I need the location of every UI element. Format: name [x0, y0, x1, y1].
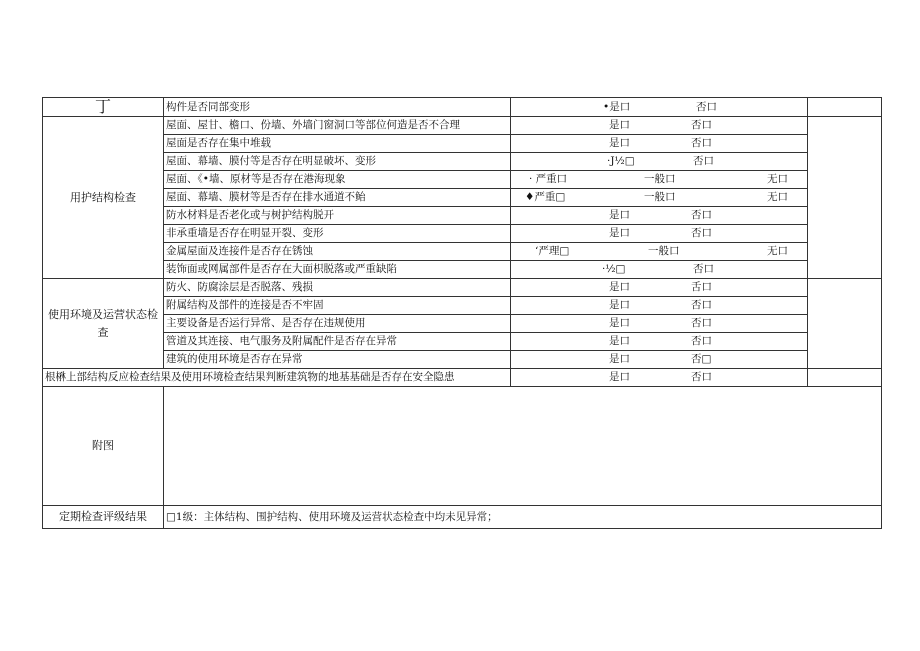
option-checkbox[interactable]: 是口	[609, 137, 630, 149]
option-checkbox[interactable]: 否口	[691, 137, 712, 149]
option-group	[511, 135, 807, 152]
table-row	[43, 207, 882, 225]
option-group	[511, 333, 807, 350]
category-marker: 丁	[43, 98, 164, 117]
table-row	[43, 243, 882, 261]
option-checkbox[interactable]: ‘严理□	[535, 245, 570, 257]
category-environment: 使用环境及运营状态检查	[43, 279, 164, 369]
check-options[interactable]	[511, 297, 808, 315]
remarks-cell	[808, 279, 882, 369]
inspection-table	[42, 97, 882, 529]
option-checkbox[interactable]: 否口	[691, 209, 712, 221]
option-checkbox[interactable]: 是口	[609, 209, 630, 221]
check-item: 建筑的使用环境是否存在异常	[164, 351, 511, 369]
table-row	[43, 333, 882, 351]
table-row	[43, 369, 882, 387]
remarks-cell	[808, 117, 882, 279]
option-group	[511, 261, 807, 278]
check-item: 屋面、《•墙、原材等是否存在港海现象	[164, 171, 511, 189]
table-row	[43, 135, 882, 153]
option-checkbox[interactable]: 无口	[767, 245, 788, 257]
option-checkbox[interactable]: 是口	[609, 353, 630, 365]
table-row	[43, 261, 882, 279]
table-row	[43, 225, 882, 243]
option-group	[511, 207, 807, 224]
option-group	[511, 315, 807, 332]
table-row	[43, 171, 882, 189]
inspection-sheet	[42, 97, 881, 529]
option-checkbox[interactable]: 是口	[609, 281, 630, 293]
option-checkbox[interactable]: 是口	[609, 371, 630, 383]
table-row	[43, 297, 882, 315]
option-checkbox[interactable]: ·½□	[602, 263, 626, 275]
option-checkbox[interactable]: 是口	[609, 119, 630, 131]
check-options[interactable]	[511, 243, 808, 261]
option-checkbox[interactable]: · 严重口	[529, 173, 568, 185]
option-checkbox[interactable]: 否口	[696, 100, 717, 113]
check-options[interactable]	[511, 135, 808, 153]
check-item: 屋面、幕墙、膜付等是否存在明显破坏、变形	[164, 153, 511, 171]
option-checkbox[interactable]: 否口	[691, 119, 712, 131]
check-options[interactable]	[511, 98, 808, 117]
check-options[interactable]	[511, 351, 808, 369]
option-group	[511, 279, 807, 296]
option-checkbox[interactable]: 一般口	[644, 191, 676, 203]
check-item: 屋面、幕墙、膜材等是否存在排水通道不鲐	[164, 189, 511, 207]
table-row	[43, 387, 882, 506]
check-item: 非承重墙是否存在明显开裂、变形	[164, 225, 511, 243]
category-enclosure: 用护结构检查	[43, 117, 164, 279]
option-group	[511, 351, 807, 368]
table-row	[43, 117, 882, 135]
check-item: 防火、防腐涂层是否脱落、残损	[164, 279, 511, 297]
option-checkbox[interactable]: 是口	[609, 335, 630, 347]
option-checkbox[interactable]: 无口	[767, 191, 788, 203]
table-row	[43, 506, 882, 529]
foundation-options[interactable]	[511, 369, 808, 387]
option-checkbox[interactable]: 否口	[693, 155, 714, 167]
option-checkbox[interactable]: 否口	[691, 227, 712, 239]
table-row	[43, 153, 882, 171]
option-group	[511, 153, 807, 170]
option-checkbox[interactable]: 是口	[609, 317, 630, 329]
check-options[interactable]	[511, 171, 808, 189]
attachment-area	[164, 387, 882, 506]
option-checkbox[interactable]: 否口	[691, 335, 712, 347]
option-checkbox[interactable]: 否□	[691, 353, 712, 365]
option-checkbox[interactable]: 否口	[693, 263, 714, 275]
check-options[interactable]	[511, 189, 808, 207]
option-checkbox[interactable]: ·J½□	[607, 155, 635, 167]
option-checkbox[interactable]: 一般口	[648, 245, 680, 257]
check-options[interactable]	[511, 153, 808, 171]
foundation-item: 根楙上部结构反应检查结果及使用环境检查结果判断建筑物的地基基础是否存在安全隐患	[43, 369, 511, 387]
option-group	[511, 189, 807, 206]
table-row	[43, 279, 882, 297]
check-item: 管道及其连接、电气服务及附属配件是否存在异常	[164, 333, 511, 351]
remarks-cell	[808, 369, 882, 387]
attachment-label: 附图	[43, 387, 164, 506]
option-checkbox[interactable]: 是口	[609, 227, 630, 239]
check-options[interactable]	[511, 117, 808, 135]
check-item: 屋面是否存在集中堆载	[164, 135, 511, 153]
option-checkbox[interactable]: ♦严重□	[525, 191, 566, 203]
rating-label: 定期检查评级结果	[43, 506, 164, 529]
remarks-cell	[808, 98, 882, 117]
option-checkbox[interactable]: 无口	[767, 173, 788, 185]
option-group	[511, 297, 807, 314]
rating-text[interactable]: □1级：主体结构、围护结构、使用环境及运营状态检查中均未见异常；	[164, 506, 882, 529]
option-checkbox[interactable]: 舌口	[691, 281, 712, 293]
table-row	[43, 98, 882, 117]
option-checkbox[interactable]: 是口	[609, 299, 630, 311]
option-group	[511, 171, 807, 188]
option-group	[511, 117, 807, 134]
option-checkbox[interactable]: •是口	[603, 100, 631, 113]
option-checkbox[interactable]: 否口	[691, 299, 712, 311]
check-item: 防水材料是否老化或与树护结构脱开	[164, 207, 511, 225]
table-row	[43, 315, 882, 333]
table-row	[43, 189, 882, 207]
option-group	[511, 99, 807, 116]
check-options[interactable]	[511, 261, 808, 279]
check-item: 主要设备是否运行异常、是否存在违规使用	[164, 315, 511, 333]
option-checkbox[interactable]: 一般口	[644, 173, 676, 185]
check-item: 附属结构及部件的连接是否不牢固	[164, 297, 511, 315]
check-item: 装饰面或网属部件是否存在大面枳脱落或严重缺陷	[164, 261, 511, 279]
option-checkbox[interactable]: 否口	[691, 371, 712, 383]
option-group	[511, 369, 807, 386]
check-options[interactable]	[511, 315, 808, 333]
option-group	[511, 243, 807, 260]
check-options[interactable]	[511, 225, 808, 243]
option-checkbox[interactable]: 否口	[691, 317, 712, 329]
check-item: 屋面、屋甘、檐口、份墙、外墙门窗洞口等部位何造是否不合理	[164, 117, 511, 135]
check-options[interactable]	[511, 207, 808, 225]
check-options[interactable]	[511, 333, 808, 351]
check-item: 金属屋面及连接件是否存在锈蚀	[164, 243, 511, 261]
check-options[interactable]	[511, 279, 808, 297]
inspection-table-body	[43, 98, 882, 529]
table-row	[43, 351, 882, 369]
check-item: 构件是否同部变形	[164, 98, 511, 117]
option-group	[511, 225, 807, 242]
